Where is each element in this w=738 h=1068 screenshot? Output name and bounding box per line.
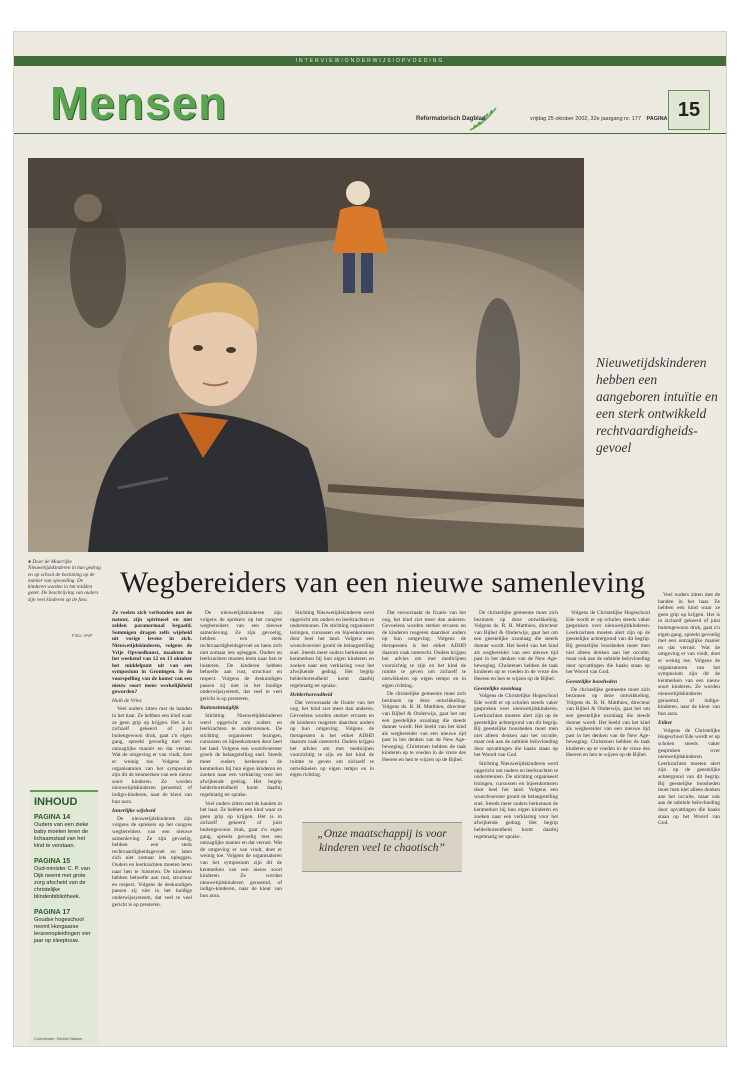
dateline (530, 116, 668, 122)
inhoud-page: PAGINA 15 (34, 858, 71, 865)
inhoud-item (34, 909, 94, 945)
article-paragraph: De nieuwetijdskinderen zijn volgens de sprekers op het congres wegbereiders van een nieuwe samenleving. Ze zijn gevoelig, hebben een sterk rechtvaardigheidsgevoel en laten zich niet zomaar iets opleggen. Ouders en leerkrachten moeten leren naar hen te luisteren. De kinderen hebben behoefte aan rust, structuur en respect. Volgens de deskundigen passen zij niet in het huidige onderwijssysteem, dat veel te veel gericht is op presteren. (200, 610, 282, 702)
article-lead: Ze voelen zich verbonden met de natuur, zijn spiritueel en niet zelden paranormaal begaafd. Sommigen dragen zelfs wijsheid uit vorige levens in zich. Nieuwetijdskinderen, volgens de Vrije Opvoedkunst, maakten in het weekend van 12 en 13 oktober het middelpunt uit van een symposium in Groningen. Is de voorspelling van de komst van een nieuw soort mens werkelijkheid geworden? (112, 610, 192, 696)
article-paragraph: Dat veroorzaakt de fixatie van het oog, het kind ziet meer dan anderen. Gevoelens worden sterker ervaren en de kinderen reageren daardoor anders op hun omgeving. Volgens de therapeuten is het etiket ADHD daarom vaak onterecht. Ouders krijgen het advies om met medicijnen voorzichtig te zijn en het kind de ruimte te geven om zichzelf te ontwikkelen op eigen tempo en in eigen richting. (290, 699, 374, 779)
inhoud-page: PAGINA 14 (34, 814, 71, 821)
article-paragraph: De christelijke gemeente moet zich bezinnen op deze ontwikkeling. Volgens ds. R. H. Matthieu, directeur van Bijbel & Onderwijs, gaat het om een geestelijke ozonlaag die steeds dunner wordt. Het beeld van het kind als wegbereider van een nieuwe tijd past in het denken van de New Age-beweging. Christenen hebben de taak kinderen op te voeden in de vreze des Heeren en hen te wijzen op de Bijbel. (382, 691, 466, 764)
article-paragraph: De christelijke gemeente moet zich bezinnen op deze ontwikkeling. Volgens ds. R. H. Matthieu, directeur van Bijbel & Onderwijs, gaat het om een geestelijke ozonlaag die steeds dunner wordt. Het beeld van het kind als wegbereider van een nieuwe tijd past in het denken van de New Age-beweging. Christenen hebben de taak kinderen op te voeden in de vreze des Heeren en hen te wijzen op de Bijbel. (566, 686, 650, 759)
photo-credit: Foto: ANP (72, 633, 93, 638)
subhead: Etiket (658, 720, 672, 727)
article-byline: Huib de Vries (112, 697, 142, 704)
subhead: Innerlijke wijsheid (112, 808, 156, 815)
page-banner (14, 66, 726, 134)
article-column-5 (474, 610, 558, 842)
subhead: Geestelijke boosheden (566, 678, 618, 685)
article-paragraph: Volgens de Christelijke Hogeschool Ede wordt er op scholen steeds vaker gesproken over nieuwetijdskinderen. Leerkrachten moeten alert zijn op de geestelijke achtergrond van dit begrip. Bij geestelijke boosheden moet men niet alleen denken aan het occulte, maar ook aan de subtiele beïnvloeding door opvattingen die haaks staan op het Woord van God. (566, 610, 650, 676)
inhoud-page: PAGINA 17 (34, 909, 71, 916)
article-headline: Wegbereiders van een nieuwe samenleving (120, 566, 646, 599)
article-paragraph: Stichting Nieuwetijdskinderen werd opgericht om ouders en leerkrachten te ondersteunen. De stichting organiseert lezingen, cursussen en bijeenkomsten door heel het land. Volgens een woordvoerster groeit de belangstelling snel. Steeds meer ouders herkennen de kenmerken bij hun eigen kinderen en zoeken naar een verklaring voor het afwijkende gedrag. Het begrip helderhorendheid komt daarbij regelmatig ter sprake. (290, 610, 374, 689)
page-number: 15 (668, 90, 710, 130)
article-paragraph: Veel ouders zitten met de handen in het haar. Ze hebben een kind waar ze geen grip op krijgen. Het is in zichzelf gekeerd of juist buitengewoon druk, gaat z'n eigen gang, spreekt gevoelig met een ontzaglijke manier en dat verrast. Wat de omgeving er van vindt, doet er weinig toe. Volgens de organisatoren van het symposium zijn dit de kenmerken van een nieuw soort kinderen. Ze worden nieuwetijdskinderen genoemd, of indigo-kinderen, naar de kleur van hun aura. (200, 800, 282, 899)
article-paragraph: De nieuwetijdskinderen zijn volgens de sprekers op het congres wegbereiders van een nieuwe samenleving. Ze zijn gevoelig, hebben een sterk rechtvaardigheidsgevoel en laten zich niet zomaar iets opleggen. Ouders en leerkrachten moeten leren naar hen te luisteren. De kinderen hebben behoefte aan rust, structuur en respect. Volgens de deskundigen passen zij niet in het huidige onderwijssysteem, dat veel te veel gericht is op presteren. (112, 815, 192, 908)
inhoud-text: Goudse hogeschool neemt Hongaarse lerarenopleidingen vier jaar op sleeptouw. (34, 917, 91, 944)
article-column-2 (200, 610, 282, 902)
article-paragraph: De christelijke gemeente moet zich bezinnen op deze ontwikkeling. Volgens ds. R. H. Matthieu, directeur van Bijbel & Onderwijs, gaat het om een geestelijke ozonlaag die steeds dunner wordt. Het beeld van het kind als wegbereider van een nieuwe tijd past in het denken van de New Age-beweging. Christenen hebben de taak kinderen op te voeden in de vreze des Heeren en hen te wijzen op de Bijbel. (474, 610, 558, 682)
subhead: Helderhorendheid (290, 692, 333, 699)
subhead: Geestelijke ozonlaag (474, 685, 522, 692)
inhoud-box (30, 790, 98, 1044)
article-paragraph: Volgens de Christelijke Hogeschool Ede wordt er op scholen steeds vaker gesproken over nieuwetijdskinderen. Leerkrachten moeten alert zijn op de geestelijke achtergrond van dit begrip. Bij geestelijke boosheden moet men niet alleen denken aan het occulte, maar ook aan de subtiele beïnvloeding door opvattingen die haaks staan op het Woord van God. (658, 727, 720, 827)
article-column-4 (382, 610, 466, 766)
page-label: PAGINA (646, 116, 668, 122)
inhoud-credit: Coördinatie: Michiel Bakker (34, 1036, 83, 1041)
section-rubric: INTERVIEW/ONDERWIJS/OPVOEDING (14, 56, 726, 66)
inhoud-item (34, 858, 94, 901)
pull-quote: „Onze maatschappij is voor kinderen veel te chaotisch” (302, 822, 462, 872)
article-paragraph: Dat veroorzaakt de fixatie van het oog, het kind ziet meer dan anderen. Gevoelens worden sterker ervaren en de kinderen reageren daardoor anders op hun omgeving. Volgens de therapeuten is het etiket ADHD daarom vaak onterecht. Ouders krijgen het advies om met medicijnen voorzichtig te zijn en het kind de ruimte te geven om zichzelf te ontwikkelen op eigen tempo en in eigen richting. (382, 610, 466, 689)
main-photo (28, 158, 584, 552)
article-column-6 (566, 610, 650, 761)
header-rule (14, 133, 726, 134)
newspaper-page (14, 32, 726, 1046)
article-column-7 (658, 592, 720, 829)
photo-image (28, 158, 584, 552)
article-paragraph: Volgens de Christelijke Hogeschool Ede wordt er op scholen steeds vaker gesproken over nieuwetijdskinderen. Leerkrachten moeten alert zijn op de geestelijke achtergrond van dit begrip. Bij geestelijke boosheden moet men niet alleen denken aan het occulte, maar ook aan de subtiele beïnvloeding door opvattingen die haaks staan op het Woord van God. (474, 693, 558, 759)
photo-caption: ● Door de Maarrijke Nieuwetijdskinderen in hun gedrag en op school de bezinning op de manier van opvoeding. De kinderen worden in het midden gezet. De beschrijving van ouders zijn veel kinderen op de foto. (28, 559, 101, 603)
subhead: Buitenzintuiglijk (200, 705, 239, 712)
article-paragraph: Stichting Nieuwetijdskinderen werd opgericht om ouders en leerkrachten te ondersteunen. De stichting organiseert lezingen, cursussen en bijeenkomsten door heel het land. Volgens een woordvoerster groeit de belangstelling snel. Steeds meer ouders herkennen de kenmerken bij hun eigen kinderen en zoeken naar een verklaring voor het afwijkende gedrag. Het begrip helderhorendheid komt daarbij regelmatig ter sprake. (474, 761, 558, 840)
article-paragraph: Stichting Nieuwetijdskinderen werd opgericht om ouders en leerkrachten te ondersteunen. De stichting organiseert lezingen, cursussen en bijeenkomsten door heel het land. Volgens een woordvoerster groeit de belangstelling snel. Steeds meer ouders herkennen de kenmerken bij hun eigen kinderen en zoeken naar een verklaring voor het afwijkende gedrag. Het begrip helderhorendheid komt daarbij regelmatig ter sprake. (200, 712, 282, 799)
inhoud-text: Oud-minister C. P. van Dijk neemt met grote zorg afscheid van de christelijke blindenbibliotheek. (34, 866, 90, 900)
publication-name: Reformatorisch Dagblad (416, 116, 486, 122)
photo-pull-text: Nieuwetijdskinderen hebben een aangeboren intuïtie en een sterk ontwikkeld rechtvaardigheids-gevoel (596, 355, 718, 455)
date-text: vrijdag 25 oktober 2002, 32e jaargang nr. 177 (530, 116, 641, 122)
section-title: Mensen (50, 77, 228, 129)
article-column-1 (112, 610, 192, 910)
article-column-3 (290, 610, 374, 781)
inhoud-title: INHOUD (34, 796, 78, 808)
article-paragraph: Veel ouders zitten met de handen in het haar. Ze hebben een kind waar ze geen grip op krijgen. Het is in zichzelf gekeerd of juist buitengewoon druk, gaat z'n eigen gang, spreekt gevoelig met een ontzaglijke manier en dat verrast. Wat de omgeving er van vindt, doet er weinig toe. Volgens de organisatoren van het symposium zijn dit de kenmerken van een nieuw soort kinderen. Ze worden nieuwetijdskinderen genoemd, of indigo-kinderen, naar de kleur van hun aura. (112, 706, 192, 805)
inhoud-text: Ouders van een zieke baby moeten leren de lichaamstaal van het kind te verstaan. (34, 822, 89, 849)
inhoud-item (34, 814, 94, 850)
article-paragraph: Veel ouders zitten met de handen in het haar. Ze hebben een kind waar ze geen grip op krijgen. Het is in zichzelf gekeerd of juist buitengewoon druk, gaat z'n eigen gang, spreekt gevoelig met een ontzaglijke manier en dat verrast. Wat de omgeving er van vindt, doet er weinig toe. Volgens de organisatoren van het symposium zijn dit de kenmerken van een nieuw soort kinderen. Ze worden nieuwetijdskinderen genoemd, of indigo-kinderen, naar de kleur van hun aura. (658, 592, 720, 717)
